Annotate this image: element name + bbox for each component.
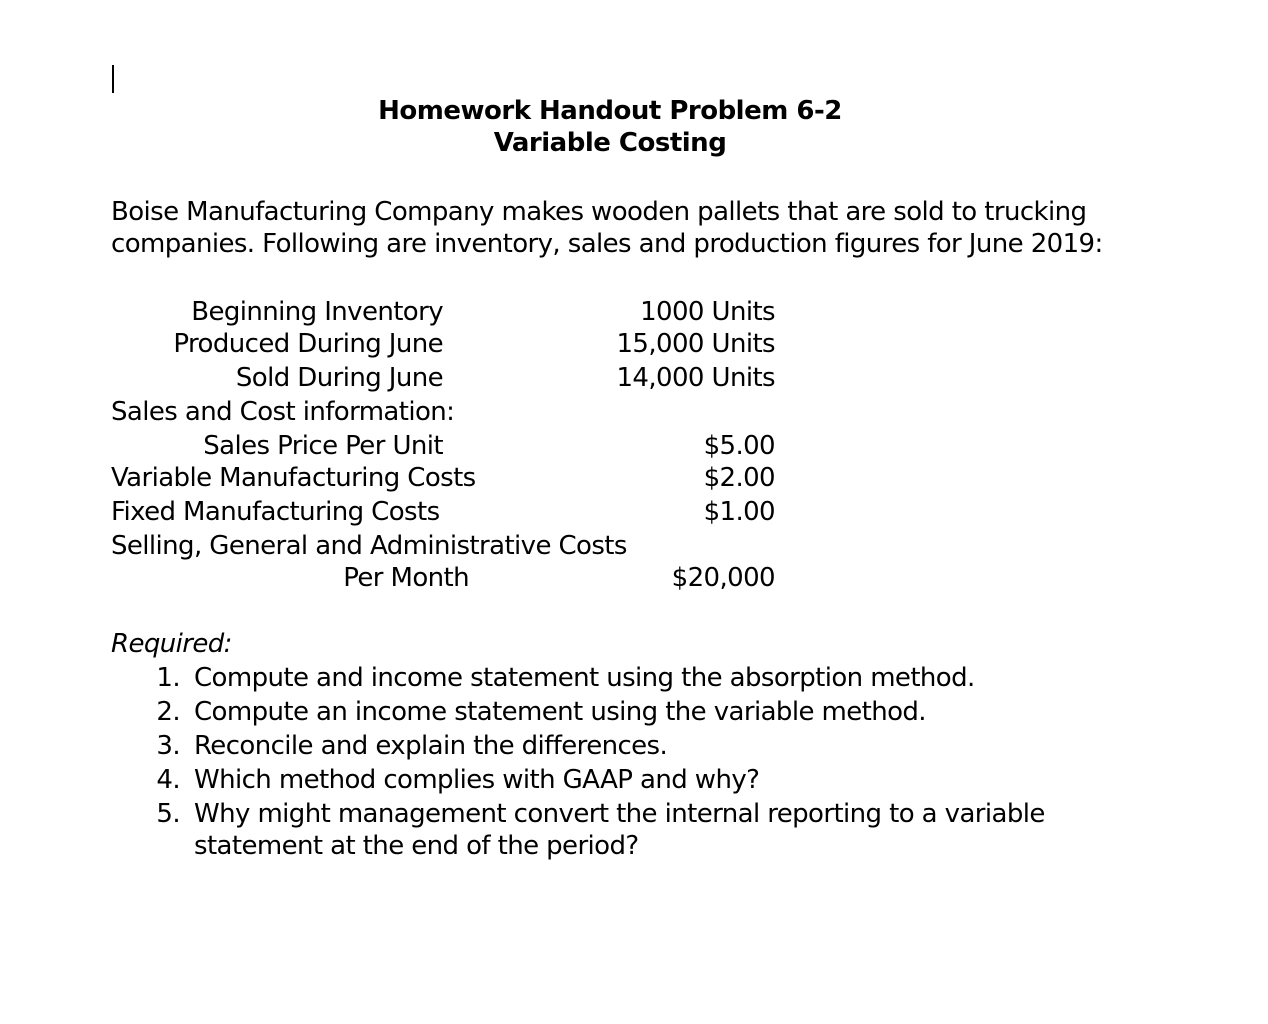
list-item-number: 3. (156, 731, 180, 761)
sales-price-value: $5.00 (703, 431, 775, 461)
per-month-label: Per Month (343, 563, 469, 593)
beginning-inventory-label: Beginning Inventory (191, 297, 443, 327)
variable-mfg-value: $2.00 (703, 463, 775, 493)
document-title: Homework Handout Problem 6-2 (378, 96, 842, 126)
list-item-text: Reconcile and explain the differences. (194, 731, 668, 761)
list-item-text: Why might management convert the internal reporting to a variable (194, 799, 1045, 829)
sold-value: 14,000 Units (616, 363, 775, 393)
fixed-mfg-label: Fixed Manufacturing Costs (111, 497, 440, 527)
list-item-text: Compute and income statement using the absorption method. (194, 663, 975, 693)
document-subtitle: Variable Costing (493, 128, 727, 158)
intro-line-1: Boise Manufacturing Company makes wooden pallets that are sold to trucking (111, 197, 1087, 227)
list-item-text: Compute an income statement using the variable method. (194, 697, 926, 727)
beginning-inventory-value: 1000 Units (640, 297, 775, 327)
required-heading: Required: (111, 629, 232, 659)
list-item-number: 5. (156, 799, 180, 829)
sales-price-label: Sales Price Per Unit (203, 431, 443, 461)
sales-cost-header: Sales and Cost information: (111, 397, 455, 427)
sold-label: Sold During June (235, 363, 443, 393)
intro-line-2: companies. Following are inventory, sales and production figures for June 2019: (111, 229, 1103, 259)
list-item-number: 2. (156, 697, 180, 727)
list-item-number: 1. (156, 663, 180, 693)
text-cursor (112, 65, 114, 93)
produced-label: Produced During June (173, 329, 443, 359)
produced-value: 15,000 Units (616, 329, 775, 359)
list-item-number: 4. (156, 765, 180, 795)
list-item-text: statement at the end of the period? (194, 831, 639, 861)
list-item-text: Which method complies with GAAP and why? (194, 765, 760, 795)
sga-label: Selling, General and Administrative Costs (111, 531, 627, 561)
fixed-mfg-value: $1.00 (703, 497, 775, 527)
sga-value: $20,000 (671, 563, 775, 593)
variable-mfg-label: Variable Manufacturing Costs (111, 463, 476, 493)
